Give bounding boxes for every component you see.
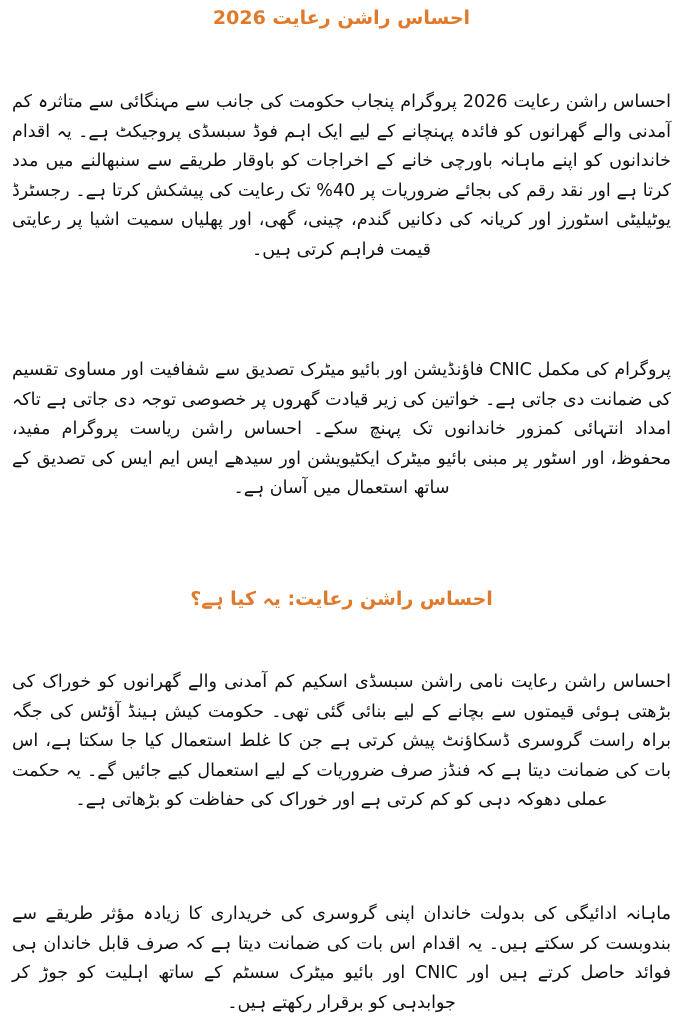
article-title: احساس راشن رعایت 2026 bbox=[212, 7, 471, 29]
verification-paragraph: پروگرام کی مکمل CNIC فاؤنڈیشن اور بائیو میٹرک تصدیق سے شفافیت اور مساوی تقسیم کی ضمانت دی جاتی ہے۔ خواتین کی زیر قیادت گھروں پر خصوصی توجہ دی جاتی ہے تاکہ امداد انتہائی کمزور خاندانوں تک پہنچ سکے۔ احساس راشن ریاست پروگرام مفید، محفوظ، اور اسٹور پر مبنی بائیو میٹرک ایکٹیویشن اور سیدھے ایس ایم ایس کی تصدیق کے ساتھ استعمال میں آسان ہے۔ bbox=[12, 360, 671, 498]
intro-paragraph: احساس راشن رعایت 2026 پروگرام پنجاب حکومت کی جانب سے مہنگائی سے متاثرہ کم آمدنی والے گھرانوں کو فائدہ پہنچانے کے لیے ایک اہم فوڈ سبسڈی پروجیکٹ ہے۔ یہ اقدام خاندانوں کو اپنے ماہانہ باورچی خانے کے اخراجات کو باوقار طریقے سے سنبھالنے میں مدد کرتا ہے اور نقد رقم کی بجائے ضروریات پر 40% تک رعایت کی پیشکش کرتا ہے۔ رجسٹرڈ یوٹیلیٹی اسٹورز اور کریانہ کی دکانیں گندم، چینی، گھی، اور پھلیاں سمیت اشیا پر رعایتی قیمت فراہم کرتی ہیں۔ bbox=[12, 92, 671, 260]
scheme-paragraph: احساس راشن رعایت نامی راشن سبسڈی اسکیم کم آمدنی والے گھرانوں کو خوراک کی بڑھتی ہوئی قیمتوں سے بچانے کے لیے بنائی گئی تھی۔ حکومت کیش ہینڈ آؤٹس کی جگہ براہ راست گروسری ڈسکاؤنٹ پیش کرتی ہے جن کا غلط استعمال کیا جا سکتا ہے، اس بات کی ضمانت دیتا ہے کہ فنڈز صرف ضروریات کے لیے استعمال کیے جائیں گے۔ یہ حکمت عملی دھوکہ دہی کو کم کرتی ہے اور خوراک کی حفاظت کو بڑھاتی ہے۔ bbox=[12, 672, 671, 810]
section-subtitle: احساس راشن رعایت: یہ کیا ہے؟ bbox=[190, 588, 493, 610]
payment-paragraph: ماہانہ ادائیگی کی بدولت خاندان اپنی گروسری کی خریداری کا زیادہ مؤثر طریقے سے بندوبست کر سکتے ہیں۔ یہ اقدام اس بات کی ضمانت دیتا ہے کہ صرف قابل خاندان ہی فوائد حاصل کرتے ہیں اور CNIC اور بائیو میٹرک سسٹم کے ساتھ اہلیت کو جوڑ کر جوابدہی کو برقرار رکھتے ہیں۔ bbox=[12, 904, 672, 1013]
